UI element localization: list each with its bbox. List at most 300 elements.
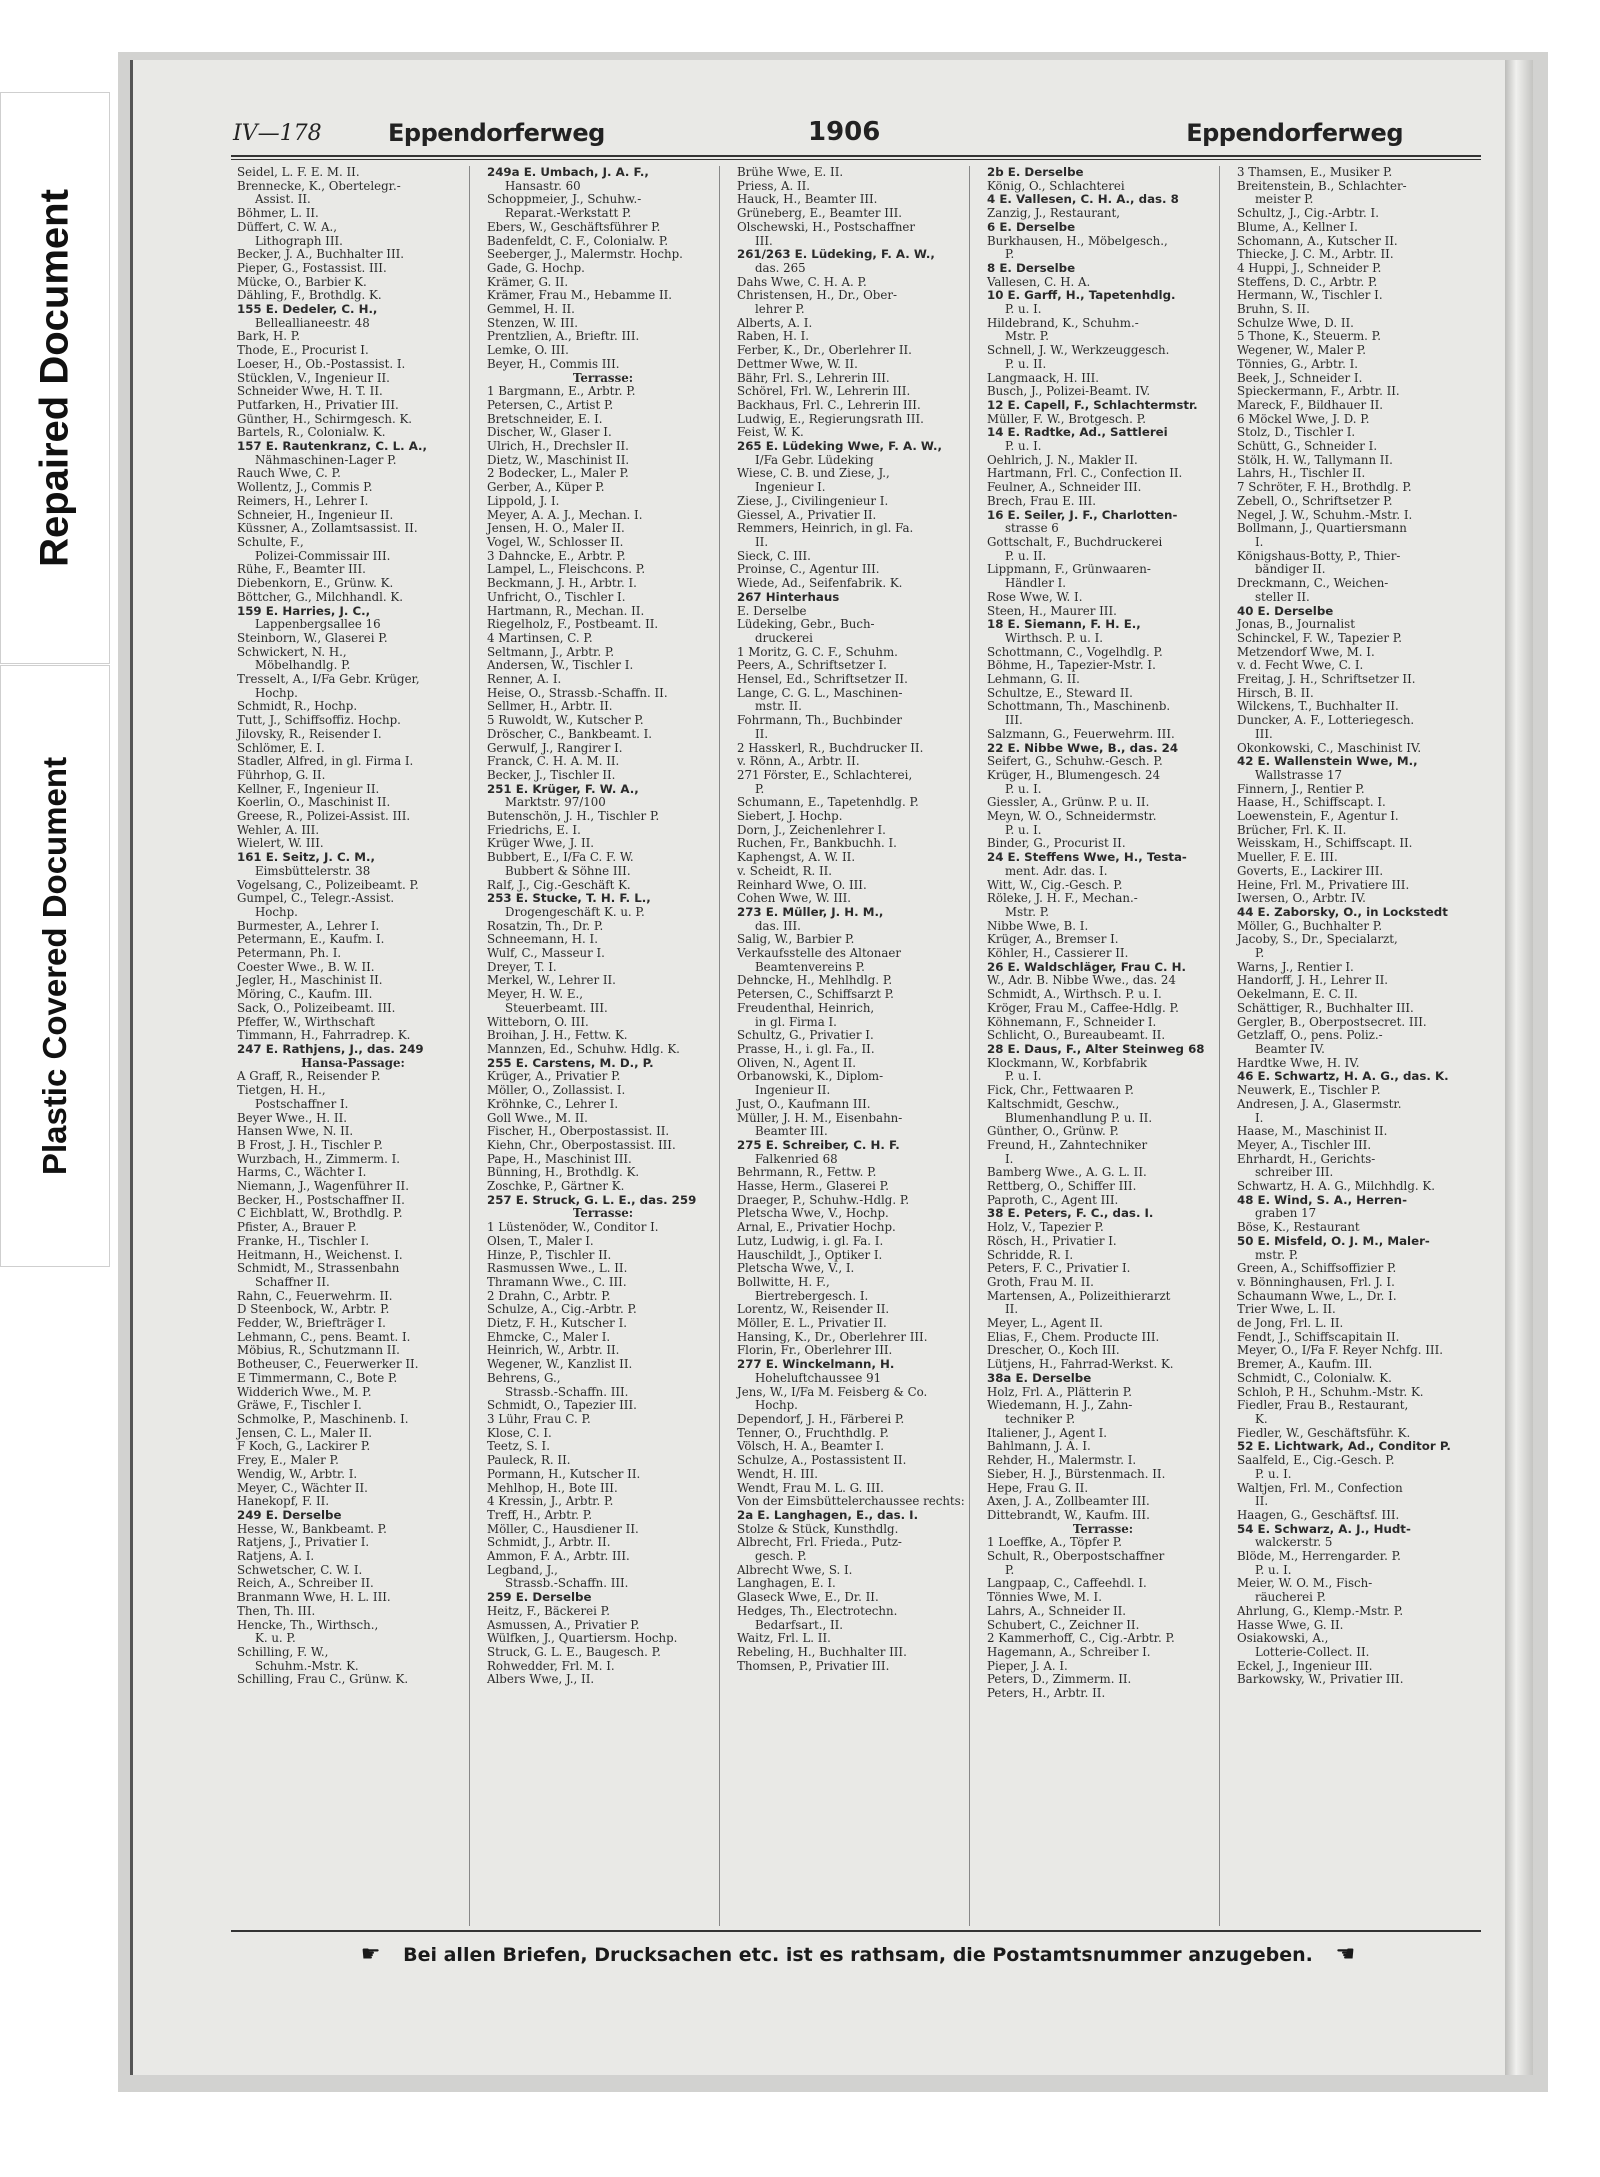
directory-entry-line: Busch, J., Polizei-Beamt. IV. xyxy=(987,385,1151,399)
directory-entry-line: v. d. Fecht Wwe, C. I. xyxy=(1237,659,1364,673)
directory-entry-line: Neuwerk, E., Tischler P. xyxy=(1237,1084,1381,1098)
directory-entry-line: Discher, W., Glaser I. xyxy=(487,426,612,440)
directory-entry-line: 7 Schröter, F. H., Brothdlg. P. xyxy=(1237,481,1412,495)
directory-entry-line: Branmann Wwe, H. L. III. xyxy=(237,1591,391,1605)
directory-entry-line: Meyer, C., Wächter II. xyxy=(237,1481,368,1495)
directory-entry-line: Tutt, J., Schiffsoffiz. Hochp. xyxy=(237,714,401,728)
directory-entry-line: Wielert, W. III. xyxy=(237,837,324,851)
directory-entry-line: 5 Thone, K., Steuerm. P. xyxy=(1237,330,1381,344)
directory-entry-line: 2 Hasskerl, R., Buchdrucker II. xyxy=(737,741,924,755)
directory-entry-line: Coester Wwe., B. W. II. xyxy=(237,960,375,974)
directory-entry-line: Beckmann, J. H., Arbtr. I. xyxy=(487,577,637,591)
directory-entry-line: Axen, J. A., Zollbeamter III. xyxy=(987,1495,1150,1509)
directory-entry-line: Reinhard Wwe, O. III. xyxy=(737,878,867,892)
directory-entry-line: E Timmermann, C., Bote P. xyxy=(237,1371,398,1385)
directory-entry-line: Dietz, F. H., Kutscher I. xyxy=(487,1317,627,1331)
directory-entry-line: Meier, W. O. M., Fisch- xyxy=(1237,1577,1373,1591)
directory-entry-line: Völsch, H. A., Beamter I. xyxy=(737,1440,885,1454)
directory-entry-line: Möring, C., Kaufm. III. xyxy=(237,988,373,1002)
directory-entry-line: Feist, W. K. xyxy=(737,426,804,440)
directory-entry-line: W., Adr. B. Nibbe Wwe., das. 24 xyxy=(987,974,1176,988)
directory-entry-line: Schulze Wwe, D. II. xyxy=(1237,316,1354,330)
directory-entry-line: Ferber, K., Dr., Oberlehrer II. xyxy=(737,344,912,358)
directory-entry-line: III. xyxy=(1005,714,1023,728)
directory-entry-line: Giessel, A., Privatier II. xyxy=(737,508,877,522)
directory-entry-line: Wiese, C. B. und Ziese, J., xyxy=(737,467,890,481)
directory-entry-line: 48 E. Wind, S. A., Herren- xyxy=(1237,1193,1407,1207)
directory-entry-line: räucherei P. xyxy=(1255,1591,1326,1605)
directory-entry-line: steller II. xyxy=(1255,590,1310,604)
directory-entry-line: 1 Loeffke, A., Töpfer P. xyxy=(987,1536,1123,1550)
directory-entry-line: Schmidt, M., Strassenbahn xyxy=(237,1262,400,1276)
directory-entry-line: Goll Wwe., M. II. xyxy=(487,1111,588,1125)
directory-entry-line: Ahrlung, G., Klemp.-Mstr. P. xyxy=(1237,1604,1404,1618)
directory-entry-line: 255 E. Carstens, M. D., P. xyxy=(487,1056,654,1070)
directory-entry-line: Lehmann, G. II. xyxy=(987,673,1080,687)
directory-entry-line: Fendt, J., Schiffscapitain II. xyxy=(1237,1330,1400,1344)
directory-entry-line: Reich, A., Schreiber II. xyxy=(237,1577,374,1591)
directory-entry-line: Gerwulf, J., Rangirer I. xyxy=(487,741,623,755)
directory-entry-line: Merkel, W., Lehrer II. xyxy=(487,974,616,988)
directory-entry-line: Möller, O., Zollassist. I. xyxy=(487,1084,626,1098)
directory-entry-line: Zanzig, J., Restaurant, xyxy=(987,207,1120,221)
directory-entry-line: 26 E. Waldschläger, Frau C. H. xyxy=(987,960,1186,974)
directory-entry-line: Hartmann, Frl. C., Confection II. xyxy=(987,467,1183,481)
directory-entry-line: Then, Th. III. xyxy=(237,1604,316,1618)
directory-entry-line: Pieper, G., Fostassist. III. xyxy=(237,261,387,275)
directory-entry-line: Legband, J., xyxy=(487,1563,558,1577)
directory-entry-line: Hedges, Th., Electrotechn. xyxy=(737,1604,898,1618)
directory-entry-line: Becker, H., Postschaffner II. xyxy=(237,1193,405,1207)
directory-entry-line: Sieck, C. III. xyxy=(737,549,811,563)
directory-entry-line: Botheuser, C., Feuerwerker II. xyxy=(237,1358,419,1372)
directory-entry-line: Ziese, J., Civilingenieur I. xyxy=(737,494,889,508)
directory-entry-line: 18 E. Siemann, F. H. E., xyxy=(987,618,1141,632)
directory-entry-line: Widderich Wwe., M. P. xyxy=(237,1385,372,1399)
directory-entry-line: Schultze, E., Steward II. xyxy=(987,686,1133,700)
directory-entry-line: Badenfeldt, C. F., Colonialw. P. xyxy=(487,234,669,248)
directory-entry-line: Meyer, A. A. J., Mechan. I. xyxy=(487,508,643,522)
directory-entry-line: 157 E. Rautenkranz, C. L. A., xyxy=(237,440,428,454)
directory-entry-line: das. 265 xyxy=(755,261,806,275)
directory-entry-line: Proinse, C., Agentur III. xyxy=(737,563,880,577)
directory-entry-line: II. xyxy=(1255,1495,1269,1509)
directory-column-3 xyxy=(733,166,970,1926)
directory-entry-line: 265 E. Lüdeking Wwe, F. A. W., xyxy=(737,440,942,454)
directory-entry-line: Heinrich, W., Arbtr. II. xyxy=(487,1344,620,1358)
directory-entry-line: Hartmann, R., Mechan. II. xyxy=(487,604,645,618)
directory-entry-line: Thode, E., Procurist I. xyxy=(237,344,369,358)
directory-entry-line: Klockmann, W., Korbfabrik xyxy=(987,1056,1147,1070)
directory-entry-line: Jensen, H. O., Maler II. xyxy=(487,522,625,536)
directory-entry-line: Backhaus, Frl. C., Lehrerin III. xyxy=(737,398,921,412)
directory-entry-line: 8 E. Derselbe xyxy=(987,261,1076,275)
directory-entry-line: Wulf, C., Masseur I. xyxy=(487,947,605,961)
directory-entry-line: Wegener, W., Maler P. xyxy=(1237,344,1366,358)
directory-entry-line: schreiber III. xyxy=(1255,1166,1334,1180)
directory-entry-line: Schilling, Frau C., Grünw. K. xyxy=(237,1673,409,1687)
directory-entry-line: Stenzen, W. III. xyxy=(487,316,578,330)
directory-entry-line: Cohen Wwe, W. III. xyxy=(737,892,852,906)
directory-entry-line: Rasmussen Wwe., L. II. xyxy=(487,1262,628,1276)
directory-entry-line: lehrer P. xyxy=(755,303,805,317)
directory-entry-line: 42 E. Wallenstein Wwe, M., xyxy=(1237,755,1418,769)
directory-entry-line: Behrmann, R., Fettw. P. xyxy=(737,1166,877,1180)
directory-entry-line: Schmidt, A., Wirthsch. P. u. I. xyxy=(987,988,1162,1002)
directory-entry-line: Sieber, H. J., Bürstenmach. II. xyxy=(987,1467,1166,1481)
directory-entry-line: Hansing, K., Dr., Oberlehrer III. xyxy=(737,1330,928,1344)
directory-entry-line: Hencke, Th., Wirthsch., xyxy=(237,1618,379,1632)
directory-entry-line: Teetz, S. I. xyxy=(487,1440,550,1454)
directory-entry-line: 46 E. Schwartz, H. A. G., das. K. xyxy=(1237,1070,1449,1084)
directory-entry-line: Dehncke, H., Mehlhdlg. P. xyxy=(737,974,893,988)
directory-entry-line: III. xyxy=(1255,727,1273,741)
directory-entry-line: v. Scheidt, R. II. xyxy=(737,864,833,878)
directory-entry-line: Beamtenvereins P. xyxy=(755,960,865,974)
directory-entry-line: Krüger, A., Privatier P. xyxy=(487,1070,621,1084)
directory-entry-line: Schinckel, F. W., Tapezier P. xyxy=(1237,631,1402,645)
directory-columns xyxy=(233,166,1481,1926)
directory-entry-line: Florin, Fr., Oberlehrer III. xyxy=(737,1344,893,1358)
directory-entry-line: P. u. II. xyxy=(1005,357,1047,371)
directory-entry-line: mstr. II. xyxy=(755,700,802,714)
directory-entry-line: Hochp. xyxy=(255,905,298,919)
directory-entry-line: Blumenhandlung P. u. II. xyxy=(1005,1111,1153,1125)
directory-entry-line: Rettberg, O., Schiffer III. xyxy=(987,1180,1137,1194)
plastic-covered-document-label: Plastic Covered Document xyxy=(36,756,73,1176)
directory-entry-line: Lahrs, H., Tischler II. xyxy=(1237,467,1366,481)
directory-entry-line: Goverts, E., Lackirer III. xyxy=(1237,864,1384,878)
directory-entry-line: Schaffner II. xyxy=(255,1275,330,1289)
directory-entry-line: Hoheluftchaussee 91 xyxy=(755,1371,882,1385)
directory-entry-line: Fiedler, W., Geschäftsführ. K. xyxy=(1237,1426,1411,1440)
directory-entry-line: Just, O., Kaufmann III. xyxy=(737,1097,871,1111)
directory-entry-line: ment. Adr. das. I. xyxy=(1005,864,1108,878)
directory-entry-line: Stolze & Stück, Kunsthdlg. xyxy=(737,1522,899,1536)
directory-entry-line: walckerstr. 5 xyxy=(1255,1536,1333,1550)
directory-entry-line: Bedarfsart., II. xyxy=(755,1618,844,1632)
directory-entry-line: Koerlin, O., Maschinist II. xyxy=(237,796,391,810)
plastic-covered-document-stamp xyxy=(0,665,110,1267)
directory-entry-line: Zoschke, P., Gärtner K. xyxy=(487,1180,625,1194)
directory-entry-line: Gerber, A., Küper P. xyxy=(487,481,605,495)
directory-entry-line: Ludwig, E., Regierungsrath III. xyxy=(737,412,924,426)
directory-entry-line: 6 Möckel Wwe, J. D. P. xyxy=(1237,412,1370,426)
directory-entry-line: Schmidt, O., Tapezier III. xyxy=(487,1399,637,1413)
directory-entry-line: meister P. xyxy=(1255,193,1314,207)
directory-entry-line: Brücher, Frl. K. II. xyxy=(1237,823,1347,837)
directory-entry-line: Wirthsch. P. u. I. xyxy=(1005,631,1103,645)
directory-entry-line: Fischer, H., Oberpostassist. II. xyxy=(487,1125,670,1139)
directory-entry-line: P. u. I. xyxy=(1005,1070,1042,1084)
directory-entry-line: Gergler, B., Oberpostsecret. III. xyxy=(1237,1015,1427,1029)
directory-entry-line: Seltmann, J., Arbtr. P. xyxy=(487,645,615,659)
directory-entry-line: Hildebrand, K., Schuhm.- xyxy=(987,316,1139,330)
directory-entry-line: 277 E. Winckelmann, H. xyxy=(737,1358,895,1372)
directory-entry-line: Brech, Frau E. III. xyxy=(987,494,1097,508)
directory-entry-line: Strassb.-Schaffn. III. xyxy=(505,1385,629,1399)
directory-entry-line: Andresen, J. A., Glasermstr. xyxy=(1237,1097,1402,1111)
directory-entry-line: 3 Dahncke, E., Arbtr. P. xyxy=(487,549,626,563)
directory-entry-line: Petermann, Ph. I. xyxy=(237,947,342,961)
directory-entry-line: Seeberger, J., Malermstr. Hochp. xyxy=(487,248,683,262)
directory-entry-line: Reparat.-Werkstatt P. xyxy=(505,207,632,221)
directory-entry-line: Mareck, F., Bildhauer II. xyxy=(1237,398,1384,412)
directory-entry-line: Draeger, P., Schuhw.-Hdlg. P. xyxy=(737,1193,910,1207)
directory-entry-line: Grüneberg, E., Beamter III. xyxy=(737,207,903,221)
directory-entry-line: Schulze, A., Postassistent II. xyxy=(737,1454,907,1468)
directory-entry-line: P. xyxy=(755,782,765,796)
directory-entry-line: Rahn, C., Feuerwehrm. II. xyxy=(237,1289,393,1303)
directory-entry-line: Terrasse: xyxy=(1072,1522,1134,1536)
directory-entry-line: Butenschön, J. H., Tischler P. xyxy=(487,810,660,824)
directory-entry-line: 271 Förster, E., Schlachterei, xyxy=(737,768,913,782)
directory-entry-line: Ingenieur I. xyxy=(755,481,826,495)
directory-entry-line: 5 Ruwoldt, W., Kutscher P. xyxy=(487,714,644,728)
directory-entry-line: Schloh, P. H., Schuhm.-Mstr. K. xyxy=(1237,1385,1424,1399)
directory-entry-line: Priess, A. II. xyxy=(737,179,811,193)
directory-entry-line: 2a E. Langhagen, E., das. I. xyxy=(737,1508,919,1522)
directory-entry-line: Feulner, A., Schneider III. xyxy=(987,481,1142,495)
directory-entry-line: Schörel, Frl. W., Lehrerin III. xyxy=(737,385,911,399)
directory-entry-line: Orbanowski, K., Diplom- xyxy=(737,1070,884,1084)
pointing-hand-right-icon: ☛ xyxy=(360,1942,381,1967)
directory-entry-line: Schütt, G., Schneider I. xyxy=(1237,440,1378,454)
directory-entry-line: Meyer, A., Tischler III. xyxy=(1237,1138,1372,1152)
directory-entry-line: Hasse, Herm., Glaserei P. xyxy=(737,1180,889,1194)
directory-entry-line: Barkowsky, W., Privatier III. xyxy=(1237,1673,1404,1687)
directory-entry-line: Lahrs, A., Schneider II. xyxy=(987,1604,1127,1618)
directory-entry-line: Glaseck Wwe, E., Dr. II. xyxy=(737,1591,879,1605)
directory-entry-line: Dittebrandt, W., Kaufm. III. xyxy=(987,1508,1150,1522)
directory-entry-line: Prentzlien, A., Brieftr. III. xyxy=(487,330,640,344)
directory-entry-line: Lithograph III. xyxy=(255,234,343,248)
directory-entry-line: Jegler, H., Maschinist II. xyxy=(237,974,383,988)
directory-entry-line: Wehler, A. III. xyxy=(237,823,320,837)
directory-entry-line: Drogengeschäft K. u. P. xyxy=(505,905,645,919)
directory-entry-line: Burkhausen, H., Möbelgesch., xyxy=(987,234,1168,248)
directory-entry-line: Loeser, H., Ob.-Postassist. I. xyxy=(237,357,406,371)
directory-entry-line: 16 E. Seiler, J. F., Charlotten- xyxy=(987,508,1178,522)
directory-entry-line: Postschaffner I. xyxy=(255,1097,349,1111)
directory-entry-line: Gumpel, C., Telegr.-Assist. xyxy=(237,892,395,906)
directory-column-5 xyxy=(1233,166,1469,1926)
directory-entry-line: Möller, E. L., Privatier II. xyxy=(737,1317,887,1331)
directory-entry-line: Dorn, J., Zeichenlehrer I. xyxy=(737,823,886,837)
directory-entry-line: P. xyxy=(1005,1563,1015,1577)
directory-entry-line: Gottschalt, F., Buchdruckerei xyxy=(987,535,1163,549)
directory-entry-line: Schwetscher, C. W. I. xyxy=(237,1563,363,1577)
directory-entry-line: Wallstrasse 17 xyxy=(1255,768,1342,782)
directory-entry-line: Hochp. xyxy=(255,686,298,700)
directory-entry-line: Schmolke, P., Maschinenb. I. xyxy=(237,1412,409,1426)
directory-entry-line: Blume, A., Kellner I. xyxy=(1237,220,1358,234)
directory-entry-line: Ammon, F. A., Arbtr. III. xyxy=(487,1550,630,1564)
directory-entry-line: Seidel, L. F. E. M. II. xyxy=(237,166,360,179)
directory-entry-line: Seifert, G., Schuhw.-Gesch. P. xyxy=(987,755,1163,769)
directory-entry-line: Schwickert, N. H., xyxy=(237,645,347,659)
directory-entry-line: Schoppmeier, J., Schuhw.- xyxy=(487,193,642,207)
directory-entry-line: 22 E. Nibbe Wwe, B., das. 24 xyxy=(987,741,1179,755)
directory-entry-line: Stücklen, V., Ingenieur II. xyxy=(237,371,390,385)
directory-entry-line: Wilckens, T., Buchhalter II. xyxy=(1237,700,1399,714)
directory-entry-line: Lippmann, F., Grünwaaren- xyxy=(987,563,1151,577)
directory-entry-line: Möller, G., Buchhalter P. xyxy=(1237,919,1383,933)
directory-entry-line: Siebert, J. Hochp. xyxy=(737,810,843,824)
header-rule-thin xyxy=(231,159,1481,160)
directory-entry-line: Mehlhop, H., Bote III. xyxy=(487,1481,618,1495)
directory-entry-line: Krüger Wwe, J. II. xyxy=(487,837,595,851)
directory-entry-line: Dietz, W., Maschinist II. xyxy=(487,453,630,467)
directory-entry-line: II. xyxy=(755,727,769,741)
directory-page xyxy=(130,60,1533,2075)
directory-entry-line: Hirsch, B. II. xyxy=(1237,686,1314,700)
directory-entry-line: Arnal, E., Privatier Hochp. xyxy=(737,1221,896,1235)
directory-entry-line: Hauschildt, J., Optiker I. xyxy=(737,1248,883,1262)
directory-entry-line: Meyer, L., Agent II. xyxy=(987,1317,1103,1331)
directory-entry-line: Witt, W., Cig.-Gesch. P. xyxy=(987,878,1123,892)
directory-entry-line: Riegelholz, F., Postbeamt. II. xyxy=(487,618,659,632)
directory-entry-line: Krüger, A., Bremser I. xyxy=(987,933,1119,947)
directory-entry-line: Lange, C. G. L., Maschinen- xyxy=(737,686,903,700)
directory-entry-line: 6 E. Derselbe xyxy=(987,220,1076,234)
directory-entry-line: 40 E. Derselbe xyxy=(1237,604,1334,618)
directory-entry-line: Osiakowski, A., xyxy=(1237,1632,1329,1646)
directory-entry-line: 273 E. Müller, J. H. M., xyxy=(737,905,884,919)
directory-entry-line: Steinborn, W., Glaserei P. xyxy=(237,631,388,645)
directory-entry-line: Becker, J., Tischler II. xyxy=(487,768,616,782)
directory-entry-line: Pletscha Wwe, V., I. xyxy=(737,1262,855,1276)
directory-entry-line: Assist. II. xyxy=(255,193,311,207)
directory-entry-line: Schaumann Wwe, L., Dr. I. xyxy=(1237,1289,1397,1303)
directory-entry-line: Schulze, A., Cig.-Arbtr. P. xyxy=(487,1303,637,1317)
directory-entry-line: Haase, H., Schiffscapt. I. xyxy=(1237,796,1386,810)
directory-entry-line: Schlicht, O., Bureaubeamt. II. xyxy=(987,1029,1166,1043)
directory-entry-line: Asmussen, A., Privatier P. xyxy=(487,1618,640,1632)
directory-entry-line: Waltjen, Frl. M., Confection xyxy=(1237,1481,1403,1495)
directory-entry-line: bändiger II. xyxy=(1255,563,1326,577)
directory-entry-line: Brühe Wwe, E. II. xyxy=(737,166,844,179)
directory-entry-line: Petersen, C., Schiffsarzt P. xyxy=(737,988,894,1002)
directory-entry-line: Unfricht, O., Tischler I. xyxy=(487,590,626,604)
directory-entry-line: 257 E. Struck, G. L. E., das. 259 xyxy=(487,1193,697,1207)
directory-entry-line: K. xyxy=(1255,1412,1268,1426)
directory-entry-line: 52 E. Lichtwark, Ad., Conditor P. xyxy=(1237,1440,1451,1454)
directory-entry-line: Pieper, J. A. I. xyxy=(987,1659,1068,1673)
directory-entry-line: Mstr. P. xyxy=(1005,905,1050,919)
directory-entry-line: Rebeling, H., Buchhalter III. xyxy=(737,1645,907,1659)
directory-entry-line: Eckel, J., Ingenieur III. xyxy=(1237,1659,1373,1673)
directory-entry-line: Belleallianeestr. 48 xyxy=(255,316,370,330)
directory-year: 1906 xyxy=(808,117,881,147)
directory-entry-line: Pape, H., Maschinist III. xyxy=(487,1152,632,1166)
directory-entry-line: Böttcher, G., Milchhandl. K. xyxy=(237,590,403,604)
directory-entry-line: Oliven, N., Agent II. xyxy=(737,1056,856,1070)
directory-entry-line: Brennecke, K., Obertelegr.- xyxy=(237,179,401,193)
directory-entry-line: Küssner, A., Zollamtsassist. II. xyxy=(237,522,418,536)
directory-entry-line: Schneider Wwe, H. T. II. xyxy=(237,385,383,399)
directory-entry-line: Schnell, J. W., Werkzeuggesch. xyxy=(987,344,1170,358)
directory-entry-line: Iwersen, O., Arbtr. IV. xyxy=(1237,892,1366,906)
directory-entry-line: Becker, J. A., Buchhalter III. xyxy=(237,248,405,262)
directory-entry-line: Thiecke, J. C. M., Arbtr. II. xyxy=(1237,248,1394,262)
pointing-hand-left-icon: ☚ xyxy=(1335,1942,1356,1967)
directory-entry-line: Schubert, C., Zeichner II. xyxy=(987,1618,1140,1632)
directory-entry-line: Albrecht, Frl. Frieda., Putz- xyxy=(737,1536,902,1550)
directory-entry-line: Breitenstein, B., Schlachter- xyxy=(1237,179,1407,193)
directory-entry-line: Nähmaschinen-Lager P. xyxy=(255,453,397,467)
directory-entry-line: Bünning, H., Brothdlg. K. xyxy=(487,1166,640,1180)
directory-entry-line: Ruchen, Fr., Bankbuchh. I. xyxy=(737,837,897,851)
directory-entry-line: Green, A., Schiffsoffizier P. xyxy=(1237,1262,1397,1276)
directory-entry-line: mstr. P. xyxy=(1255,1248,1299,1262)
directory-entry-line: Bubbert & Söhne III. xyxy=(505,864,631,878)
directory-entry-line: 28 E. Daus, F., Alter Steinweg 68 xyxy=(987,1043,1205,1056)
directory-entry-line: 261/263 E. Lüdeking, F. A. W., xyxy=(737,248,935,262)
directory-entry-line: Düffert, C. W. A., xyxy=(237,220,337,234)
directory-entry-line: Bruhn, S. II. xyxy=(1237,303,1310,317)
directory-entry-line: Wiede, Ad., Seifenfabrik. K. xyxy=(737,577,903,591)
directory-entry-line: Bartels, R., Colonialw. K. xyxy=(237,426,386,440)
directory-entry-line: Italiener, J., Agent I. xyxy=(987,1426,1107,1440)
directory-entry-line: Weisskam, H., Schiffscapt. II. xyxy=(1237,837,1413,851)
directory-entry-line: Schneemann, H. I. xyxy=(487,933,598,947)
directory-entry-line: Peters, D., Zimmerm. II. xyxy=(987,1673,1132,1687)
directory-entry-line: P. u. I. xyxy=(1255,1563,1292,1577)
directory-entry-line: Stadler, Alfred, in gl. Firma I. xyxy=(237,755,414,769)
directory-entry-line: Handorff, J. H., Lehrer II. xyxy=(1237,974,1389,988)
directory-entry-line: F Koch, G., Lackirer P. xyxy=(237,1440,371,1454)
directory-entry-line: Wiedemann, H. J., Zahn- xyxy=(987,1399,1133,1413)
directory-entry-line: Beamter III. xyxy=(755,1125,828,1139)
directory-entry-line: Haagen, G., Geschäftsf. III. xyxy=(1237,1508,1400,1522)
directory-entry-line: Hensel, Ed., Schriftsetzer II. xyxy=(737,673,908,687)
directory-entry-line: Finnern, J., Rentier P. xyxy=(1237,782,1365,796)
directory-entry-line: Langpaap, C., Caffeehdl. I. xyxy=(987,1577,1147,1591)
directory-entry-line: E. Derselbe xyxy=(737,604,807,618)
directory-entry-line: Albers Wwe, J., II. xyxy=(487,1673,595,1687)
header-rule xyxy=(231,155,1481,157)
directory-entry-line: Falkenried 68 xyxy=(755,1152,838,1166)
directory-entry-line: Groth, Frau M. II. xyxy=(987,1275,1094,1289)
directory-entry-line: Jacoby, S., Dr., Specialarzt, xyxy=(1237,933,1398,947)
directory-entry-line: Günther, O., Grünw. P. xyxy=(987,1125,1119,1139)
directory-entry-line: Hochp. xyxy=(755,1399,798,1413)
directory-entry-line: Möbelhandlg. P. xyxy=(255,659,351,673)
directory-entry-line: Ingenieur II. xyxy=(755,1084,831,1098)
directory-entry-line: Lemke, O. III. xyxy=(487,344,569,358)
directory-entry-line: Lippold, J. I. xyxy=(487,494,560,508)
directory-entry-line: Burmester, A., Lehrer I. xyxy=(237,919,380,933)
directory-entry-line: Steen, H., Maurer III. xyxy=(987,604,1117,618)
page-number: IV—178 xyxy=(233,121,322,146)
directory-entry-line: Schult, R., Oberpostschaffner xyxy=(987,1550,1165,1564)
page-footer xyxy=(233,1942,1483,1967)
directory-entry-line: Kellner, F., Ingenieur II. xyxy=(237,782,380,796)
directory-entry-line: Stölk, H. W., Tallymann II. xyxy=(1237,453,1393,467)
directory-entry-line: Müller, F. W., Brotgesch. P. xyxy=(987,412,1146,426)
directory-entry-line: Wollentz, J., Commis P. xyxy=(237,481,373,495)
directory-entry-line: Salig, W., Barbier P. xyxy=(737,933,855,947)
directory-entry-line: P. u. I. xyxy=(1005,782,1042,796)
directory-entry-line: Bollmann, J., Quartiersmann xyxy=(1237,522,1407,536)
directory-entry-line: Negel, J. W., Schuhm.-Mstr. I. xyxy=(1237,508,1413,522)
directory-entry-line: Jilovsky, R., Reisender I. xyxy=(237,727,382,741)
directory-entry-line: Andersen, W., Tischler I. xyxy=(487,659,634,673)
directory-entry-line: 38 E. Peters, F. C., das. I. xyxy=(987,1207,1154,1221)
footer-notice: Bei allen Briefen, Drucksachen etc. ist es rathsam, die Postamtsnummer anzugeben. xyxy=(403,1944,1313,1966)
directory-entry-line: Wurzbach, H., Zimmerm. I. xyxy=(237,1152,400,1166)
